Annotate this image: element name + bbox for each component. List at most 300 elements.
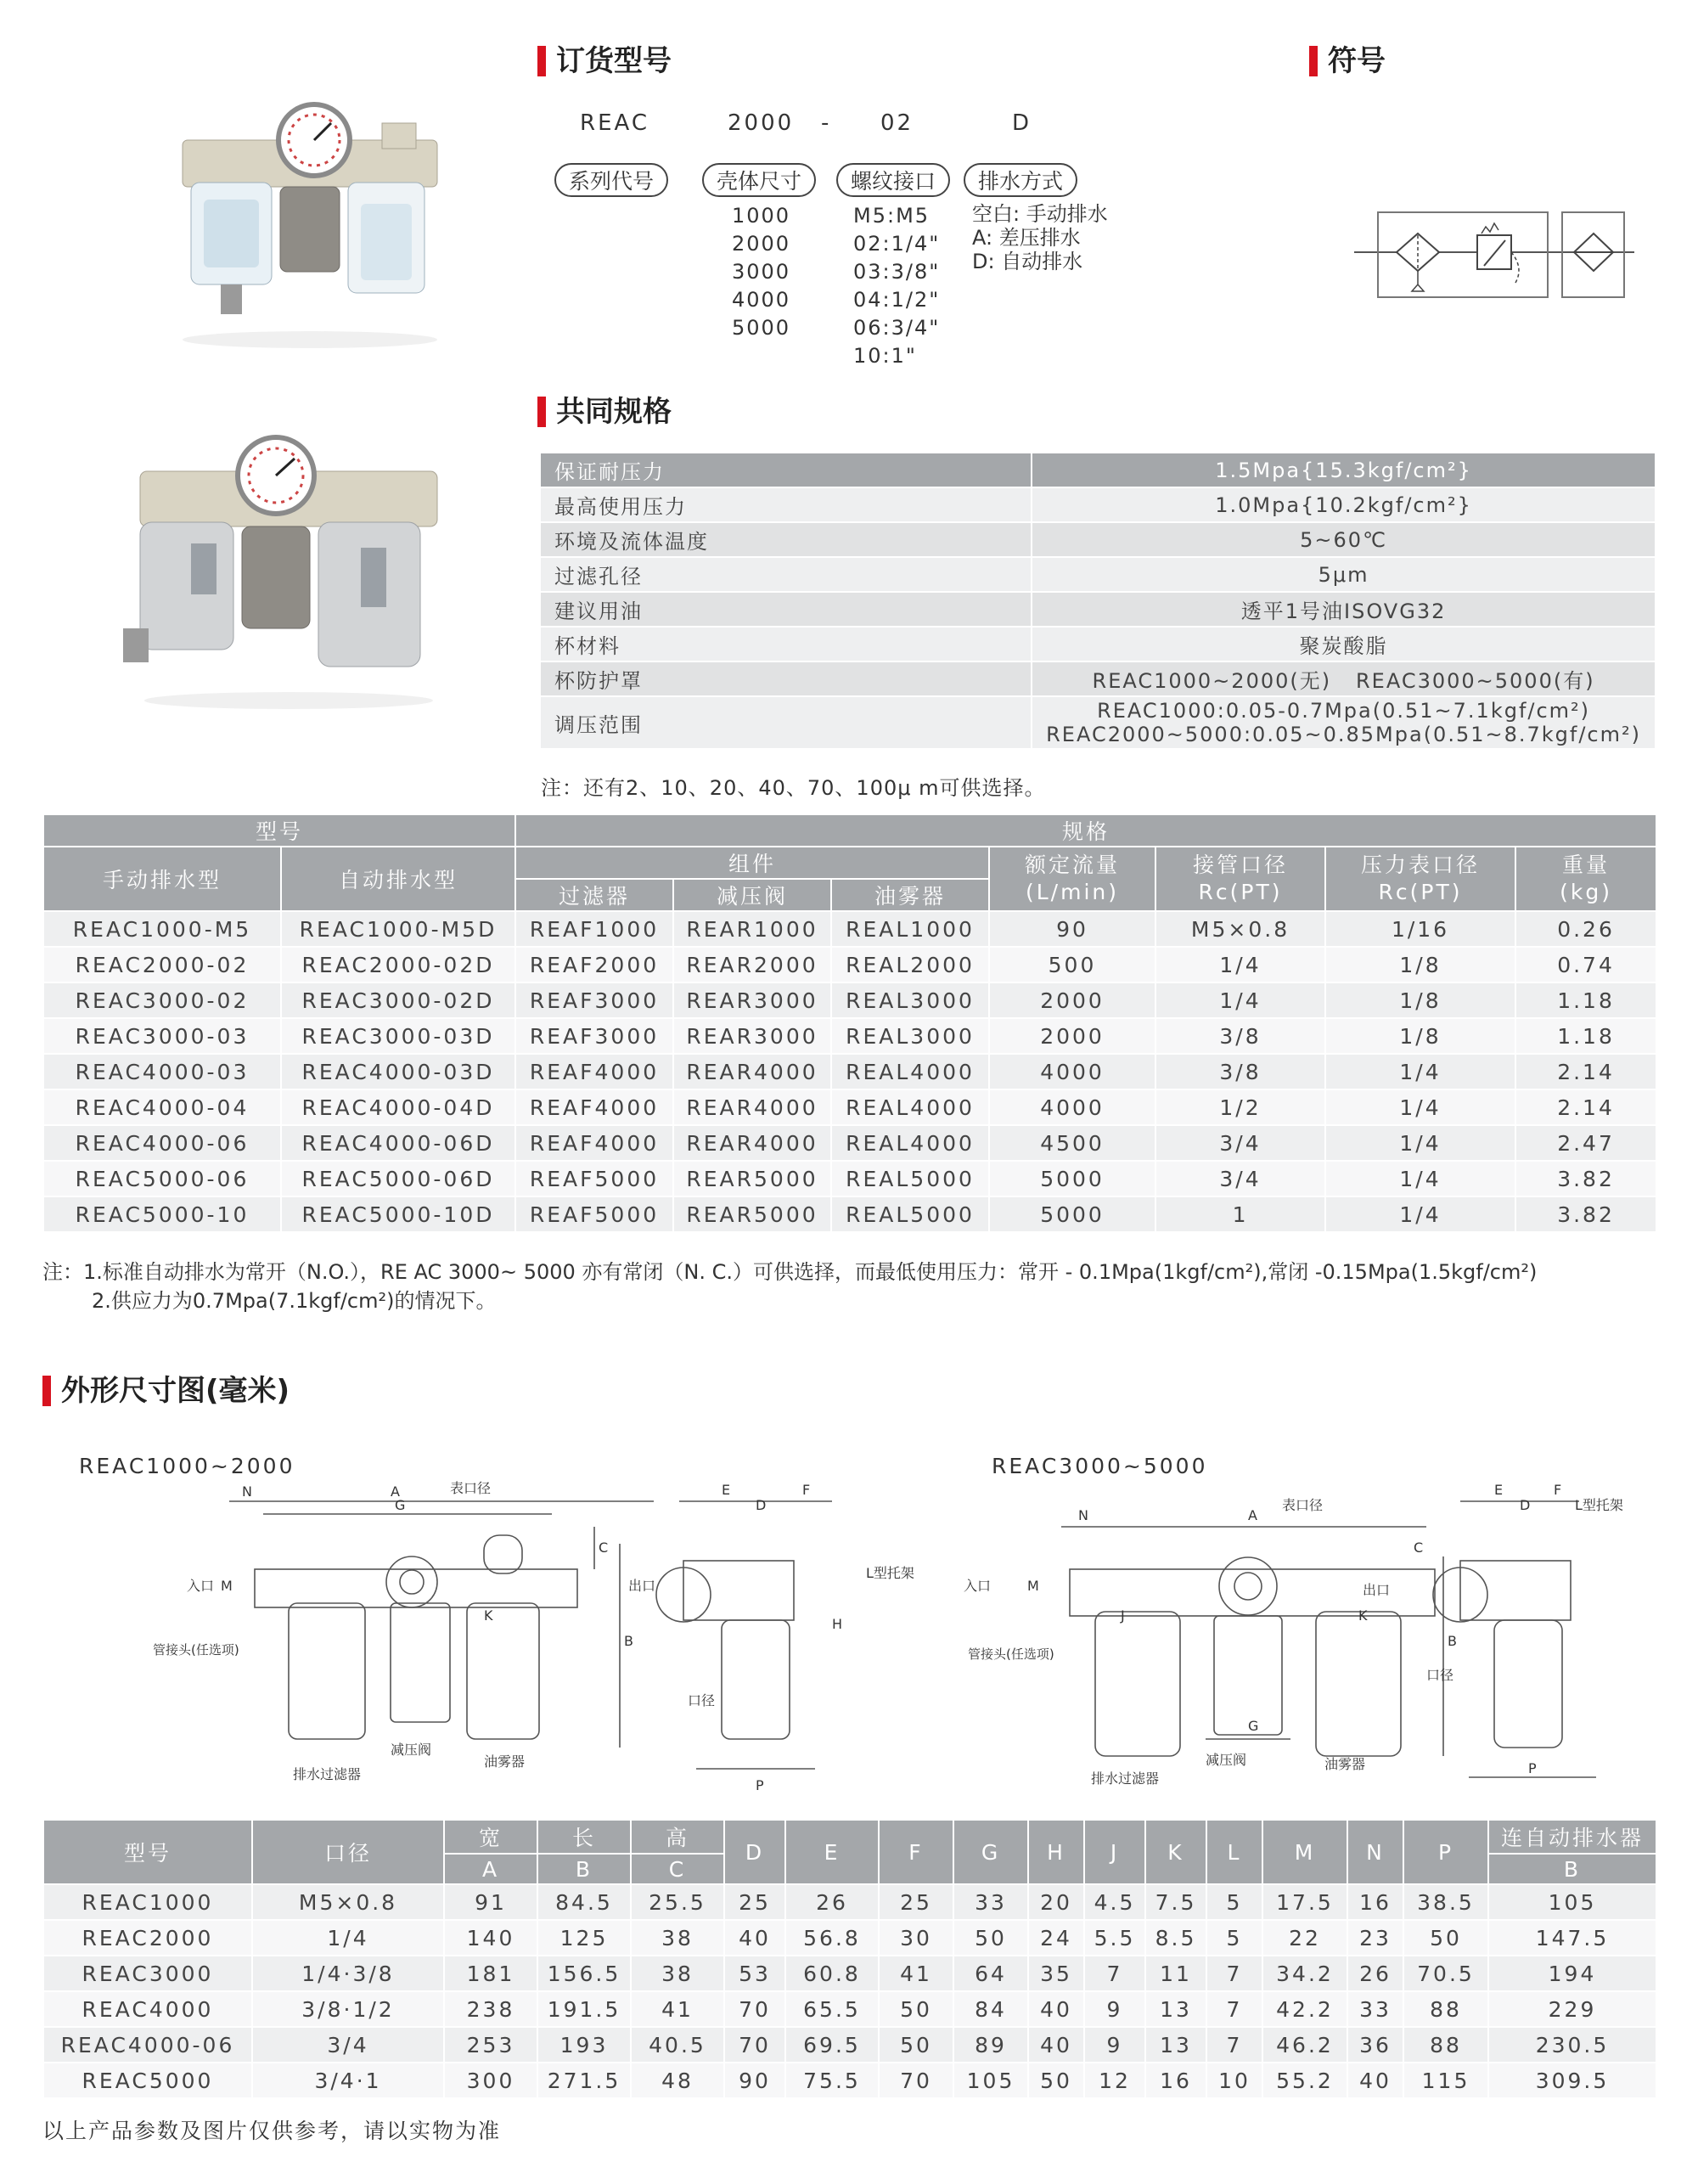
dwg-text: P	[756, 1777, 764, 1793]
table-cell: REAC3000-03	[43, 1018, 281, 1054]
table-cell: 194	[1488, 1956, 1656, 1991]
table-row	[540, 661, 1656, 696]
dim-header-model: 型号	[43, 1820, 252, 1884]
table-cell: REAF5000	[515, 1161, 673, 1196]
table-cell: 25.5	[631, 1884, 724, 1920]
thread-item: 06:3/4"	[853, 316, 941, 340]
header-weight-label: 重量	[1562, 853, 1611, 877]
model-table-body	[43, 911, 1656, 1232]
table-cell: REAC3000-02D	[281, 982, 515, 1018]
table-cell: 5000	[989, 1196, 1155, 1232]
table-cell: 7	[1206, 2027, 1262, 2063]
header-weight	[1515, 847, 1656, 911]
header-gauge	[1325, 847, 1515, 911]
table-cell: 191.5	[537, 1991, 631, 2027]
table-row	[43, 1018, 1656, 1054]
dwg-text: 排水过滤器	[1091, 1770, 1160, 1787]
table-cell: 300	[444, 2063, 537, 2098]
dwg-text: 入口	[187, 1578, 215, 1594]
dwg-text: 入口	[964, 1578, 992, 1594]
table-cell: 69.5	[785, 2027, 879, 2063]
table-cell: M5×0.8	[252, 1884, 444, 1920]
dim-header-N: N	[1347, 1820, 1403, 1884]
table-cell: 1/4	[1325, 1196, 1515, 1232]
table-cell: 3/8	[1155, 1054, 1325, 1089]
table-cell: 2.14	[1515, 1089, 1656, 1125]
table-cell: 193	[537, 2027, 631, 2063]
table-cell: 65.5	[785, 1991, 879, 2027]
header-manual: 手动排水型	[43, 847, 281, 911]
dwg-text: 油雾器	[484, 1753, 526, 1770]
header-row	[43, 1820, 1656, 1854]
common-note: 注：还有2、10、20、40、70、100μ m可供选择。	[541, 776, 1046, 800]
code-drain: D	[1012, 110, 1032, 136]
dwg-text: M	[221, 1578, 233, 1594]
table-cell: 9	[1084, 1991, 1145, 2027]
table-cell: 38	[631, 1956, 724, 1991]
spec-value-line: REAC2000~5000:0.05~0.85Mpa(0.51~8.7kgf/cm²)	[1046, 723, 1641, 746]
table-cell: 1/4	[1155, 947, 1325, 982]
symbol-title: 符号	[1309, 44, 1386, 78]
dwg-text: E	[1494, 1482, 1504, 1498]
table-cell: 8.5	[1145, 1920, 1206, 1956]
dwg-text: G	[1248, 1718, 1259, 1734]
header-regulator: 减压阀	[673, 879, 831, 911]
dwg-text: B	[1448, 1633, 1457, 1649]
table-cell: 500	[989, 947, 1155, 982]
table-cell: 26	[1347, 1956, 1403, 1991]
table-cell: REAR5000	[673, 1161, 831, 1196]
drawing-label-right: REAC3000~5000	[992, 1454, 1208, 1478]
table-cell: 5.5	[1084, 1920, 1145, 1956]
table-row	[43, 1956, 1656, 1991]
spec-key: 过滤孔径	[540, 557, 1032, 592]
dim-header-auto-B: B	[1488, 1854, 1656, 1884]
thread-item: 03:3/8"	[853, 260, 941, 284]
header-flow-unit: (L/min)	[1026, 880, 1120, 904]
spec-value: 5~60℃	[1032, 522, 1656, 557]
table-cell: 40.5	[631, 2027, 724, 2063]
dim-header-A: A	[444, 1854, 537, 1884]
table-cell: REAL5000	[831, 1161, 989, 1196]
size-item: 4000	[732, 288, 791, 312]
table-cell: 3/4	[1155, 1161, 1325, 1196]
table-cell: 56.8	[785, 1920, 879, 1956]
dim-header-height: 高	[631, 1820, 724, 1854]
spec-key: 调压范围	[540, 696, 1032, 749]
table-cell: 60.8	[785, 1956, 879, 1991]
footer-disclaimer: 以上产品参数及图片仅供参考，请以实物为准	[42, 2119, 502, 2143]
table-cell: 41	[879, 1956, 953, 1991]
table-cell: 88	[1403, 2027, 1488, 2063]
table-cell: 42.2	[1262, 1991, 1347, 2027]
table-cell: 3/4	[252, 2027, 444, 2063]
dim-header-M: M	[1262, 1820, 1347, 1884]
dwg-text: C	[1414, 1539, 1424, 1556]
table-cell: 1.18	[1515, 1018, 1656, 1054]
dim-header-D: D	[724, 1820, 785, 1884]
dim-header-port: 口径	[252, 1820, 444, 1884]
dwg-text: F	[802, 1482, 811, 1498]
table-cell: 50	[1403, 1920, 1488, 1956]
table-cell: REAL2000	[831, 947, 989, 982]
table-cell: 16	[1145, 2063, 1206, 2098]
table-cell: 38.5	[1403, 1884, 1488, 1920]
table-cell: 38	[631, 1920, 724, 1956]
table-cell: 70	[724, 1991, 785, 2027]
header-model: 型号	[43, 814, 515, 847]
dim-header-H: H	[1028, 1820, 1084, 1884]
table-cell: 1/2	[1155, 1089, 1325, 1125]
table-cell: 24	[1028, 1920, 1084, 1956]
dwg-text: N	[242, 1483, 252, 1500]
table-cell: 25	[724, 1884, 785, 1920]
table-cell: 4500	[989, 1125, 1155, 1161]
table-cell: REAF4000	[515, 1054, 673, 1089]
table-cell: REAC4000-04	[43, 1089, 281, 1125]
table-cell: REAC4000	[43, 1991, 252, 2027]
size-item: 1000	[732, 204, 791, 228]
table-cell: REAR4000	[673, 1125, 831, 1161]
table-cell: 7.5	[1145, 1884, 1206, 1920]
table-cell: REAC2000-02D	[281, 947, 515, 982]
dwg-text: L型托架	[866, 1565, 914, 1581]
table-row	[540, 696, 1656, 749]
table-cell: REAC5000	[43, 2063, 252, 2098]
table-cell: REAL1000	[831, 911, 989, 947]
dwg-text: D	[1520, 1497, 1531, 1513]
common-title: 共同规格	[537, 395, 672, 429]
size-list	[732, 202, 790, 342]
order-title: 订货型号	[537, 44, 672, 78]
table-cell: REAF5000	[515, 1196, 673, 1232]
table-cell: 181	[444, 1956, 537, 1991]
dwg-text: 排水过滤器	[293, 1766, 362, 1782]
table-cell: REAC4000-06	[43, 1125, 281, 1161]
dwg-text: M	[1027, 1578, 1039, 1594]
table-cell: 40	[724, 1920, 785, 1956]
dims-title: 外形尺寸图(毫米)	[42, 1374, 290, 1408]
table-cell: 5000	[989, 1161, 1155, 1196]
table-row	[540, 592, 1656, 627]
table-cell: REAL3000	[831, 1018, 989, 1054]
table-cell: 0.74	[1515, 947, 1656, 982]
dwg-text: B	[624, 1633, 633, 1649]
table-cell: 1/4	[1325, 1125, 1515, 1161]
spec-key: 杯防护罩	[540, 661, 1032, 696]
table-cell: 3/4·1	[252, 2063, 444, 2098]
table-row	[540, 522, 1656, 557]
table-cell: 0.26	[1515, 911, 1656, 947]
table-cell: REAL5000	[831, 1196, 989, 1232]
table-cell: 34.2	[1262, 1956, 1347, 1991]
table-cell: 3/4	[1155, 1125, 1325, 1161]
table-cell: 4.5	[1084, 1884, 1145, 1920]
table-cell: 9	[1084, 2027, 1145, 2063]
table-cell: 55.2	[1262, 2063, 1347, 2098]
table-cell: REAR4000	[673, 1054, 831, 1089]
table-cell: 11	[1145, 1956, 1206, 1991]
table-cell: REAL4000	[831, 1089, 989, 1125]
dimension-drawing-small	[144, 1476, 914, 1798]
table-cell: 2.47	[1515, 1125, 1656, 1161]
drain-item: D: 自动排水	[972, 250, 1083, 273]
pneumatic-symbol	[1354, 208, 1634, 301]
table-row	[43, 947, 1656, 982]
dwg-text: P	[1528, 1760, 1537, 1776]
table-cell: 7	[1084, 1956, 1145, 1991]
table-cell: REAF4000	[515, 1089, 673, 1125]
table-cell: REAC2000	[43, 1920, 252, 1956]
table-cell: 125	[537, 1920, 631, 1956]
table-cell: 3/8·1/2	[252, 1991, 444, 2027]
header-weight-unit: (kg)	[1560, 880, 1612, 904]
table-cell: 4000	[989, 1054, 1155, 1089]
dwg-text: J	[1121, 1607, 1125, 1624]
dwg-text: G	[395, 1497, 406, 1513]
table-row	[540, 627, 1656, 661]
spec-value: 1.5Mpa{15.3kgf/cm²}	[1032, 453, 1656, 487]
size-item: 3000	[732, 260, 791, 284]
table-cell: 140	[444, 1920, 537, 1956]
table-cell: 70	[879, 2063, 953, 2098]
table-cell: 1/4·3/8	[252, 1956, 444, 1991]
table-cell: 1/8	[1325, 1018, 1515, 1054]
table-cell: 1	[1155, 1196, 1325, 1232]
header-row	[43, 814, 1656, 847]
header-filter: 过滤器	[515, 879, 673, 911]
table-cell: 90	[989, 911, 1155, 947]
product-photo-bottom	[106, 433, 471, 713]
table-cell: 46.2	[1262, 2027, 1347, 2063]
spec-value: 1.0Mpa{10.2kgf/cm²}	[1032, 487, 1656, 522]
spec-key: 杯材料	[540, 627, 1032, 661]
table-cell: 1/8	[1325, 982, 1515, 1018]
table-cell: 309.5	[1488, 2063, 1656, 2098]
spec-value: REAC1000~2000(无) REAC3000~5000(有)	[1032, 661, 1656, 696]
table-cell: REAF2000	[515, 947, 673, 982]
dim-header-G: G	[953, 1820, 1028, 1884]
table-cell: 30	[879, 1920, 953, 1956]
table-cell: 35	[1028, 1956, 1084, 1991]
dwg-text: L型托架	[1575, 1497, 1623, 1513]
table-cell: 16	[1347, 1884, 1403, 1920]
dwg-text: N	[1078, 1507, 1088, 1523]
table-cell: 50	[879, 1991, 953, 2027]
thread-item: 04:1/2"	[853, 288, 941, 312]
table-cell: 26	[785, 1884, 879, 1920]
model-note-2: 2.供应力为0.7Mpa(7.1kgf/cm²)的情况下。	[92, 1289, 497, 1313]
table-cell: REAC5000-06D	[281, 1161, 515, 1196]
table-row	[43, 911, 1656, 947]
table-cell: REAL3000	[831, 982, 989, 1018]
table-cell: 238	[444, 1991, 537, 2027]
common-spec-table	[539, 452, 1656, 750]
table-cell: 1/4	[1325, 1054, 1515, 1089]
header-port-label: 接管口径	[1193, 853, 1289, 877]
header-flow	[989, 847, 1155, 911]
table-cell: REAC3000-02	[43, 982, 281, 1018]
model-spec-table	[42, 813, 1657, 1233]
spec-value-line: REAC1000:0.05-0.7Mpa(0.51~7.1kgf/cm²)	[1097, 699, 1591, 723]
thread-item: 02:1/4"	[853, 232, 941, 256]
dwg-text: K	[1358, 1607, 1368, 1624]
dimension-table-body	[43, 1884, 1656, 2098]
dimension-table	[42, 1819, 1657, 2099]
table-cell: 115	[1403, 2063, 1488, 2098]
table-cell: 105	[1488, 1884, 1656, 1920]
table-cell: 5	[1206, 1884, 1262, 1920]
table-row	[43, 1884, 1656, 1920]
spec-value	[1032, 696, 1656, 749]
table-cell: 17.5	[1262, 1884, 1347, 1920]
dim-header-K: K	[1145, 1820, 1206, 1884]
table-cell: 7	[1206, 1956, 1262, 1991]
table-row	[43, 1920, 1656, 1956]
table-cell: 40	[1028, 1991, 1084, 2027]
dwg-text: 表口径	[450, 1480, 492, 1496]
table-cell: REAC4000-04D	[281, 1089, 515, 1125]
dwg-text: 减压阀	[391, 1742, 432, 1758]
table-cell: 40	[1347, 2063, 1403, 2098]
dim-header-length: 长	[537, 1820, 631, 1854]
dwg-text: A	[1248, 1507, 1257, 1523]
spec-value: 聚炭酸脂	[1032, 627, 1656, 661]
drawing-label-left: REAC1000~2000	[79, 1454, 295, 1478]
table-cell: 13	[1145, 1991, 1206, 2027]
table-cell: M5×0.8	[1155, 911, 1325, 947]
dwg-text: H	[832, 1616, 843, 1632]
table-row	[43, 1161, 1656, 1196]
model-note-1: 注：1.标准自动排水为常开（N.O.），RE AC 3000~ 5000 亦有常闭（N. C.）可供选择，而最低使用压力：常开 - 0.1Mpa(1kgf/cm²),常闭 -0.15Mpa(1.5kgf/cm²)	[42, 1260, 1538, 1284]
header-spec: 规格	[515, 814, 1656, 847]
table-cell: REAR4000	[673, 1089, 831, 1125]
dim-header-B: B	[537, 1854, 631, 1884]
dim-header-width: 宽	[444, 1820, 537, 1854]
table-cell: 2000	[989, 1018, 1155, 1054]
drain-list	[972, 202, 1108, 273]
label-drain: 排水方式	[964, 163, 1077, 197]
dwg-text: E	[722, 1482, 731, 1498]
table-cell: 33	[953, 1884, 1028, 1920]
code-series: REAC	[580, 110, 649, 136]
header-port-unit: Rc(PT)	[1198, 880, 1283, 904]
table-cell: REAC5000-10D	[281, 1196, 515, 1232]
dimension-drawing-large	[951, 1476, 1664, 1798]
table-cell: 1/4	[1325, 1089, 1515, 1125]
table-cell: 84.5	[537, 1884, 631, 1920]
drain-item: 空白: 手动排水	[972, 202, 1108, 226]
table-cell: 7	[1206, 1991, 1262, 2027]
label-thread: 螺纹接口	[836, 163, 950, 197]
spec-key: 最高使用压力	[540, 487, 1032, 522]
header-gauge-label: 压力表口径	[1361, 853, 1481, 877]
code-dash: -	[821, 110, 832, 136]
spec-value: 透平1号油ISOVG32	[1032, 592, 1656, 627]
table-cell: 25	[879, 1884, 953, 1920]
dwg-text: K	[484, 1607, 493, 1624]
table-row	[43, 1125, 1656, 1161]
table-cell: 48	[631, 2063, 724, 2098]
table-cell: 12	[1084, 2063, 1145, 2098]
dwg-text: 出口	[628, 1578, 656, 1594]
dwg-text: 管接头(任选项)	[968, 1646, 1054, 1662]
table-cell: 20	[1028, 1884, 1084, 1920]
table-cell: 64	[953, 1956, 1028, 1991]
header-port	[1155, 847, 1325, 911]
table-cell: REAC5000-06	[43, 1161, 281, 1196]
table-cell: 89	[953, 2027, 1028, 2063]
table-cell: 1/16	[1325, 911, 1515, 947]
dwg-text: 出口	[1363, 1582, 1391, 1598]
size-item: 2000	[732, 232, 791, 256]
table-cell: 36	[1347, 2027, 1403, 2063]
table-cell: 3.82	[1515, 1161, 1656, 1196]
thread-item: M5:M5	[853, 204, 931, 228]
table-cell: 23	[1347, 1920, 1403, 1956]
table-row	[43, 2027, 1656, 2063]
table-cell: 4000	[989, 1089, 1155, 1125]
table-cell: 2.14	[1515, 1054, 1656, 1089]
dwg-text: D	[756, 1497, 767, 1513]
dim-header-C: C	[631, 1854, 724, 1884]
header-parts: 组件	[515, 847, 989, 879]
spec-key: 建议用油	[540, 592, 1032, 627]
spec-key: 保证耐压力	[540, 453, 1032, 487]
table-cell: REAF3000	[515, 1018, 673, 1054]
table-cell: REAL4000	[831, 1125, 989, 1161]
size-item: 5000	[732, 316, 791, 340]
table-cell: REAF4000	[515, 1125, 673, 1161]
dwg-text: A	[391, 1483, 400, 1500]
table-cell: 75.5	[785, 2063, 879, 2098]
table-row	[43, 1196, 1656, 1232]
table-cell: 70.5	[1403, 1956, 1488, 1991]
table-cell: 50	[953, 1920, 1028, 1956]
dwg-text: 口径	[1426, 1667, 1454, 1683]
dim-header-J: J	[1084, 1820, 1145, 1884]
dim-header-P: P	[1403, 1820, 1488, 1884]
spec-key: 环境及流体温度	[540, 522, 1032, 557]
table-cell: 91	[444, 1884, 537, 1920]
table-cell: REAC2000-02	[43, 947, 281, 982]
table-cell: 22	[1262, 1920, 1347, 1956]
table-row	[540, 487, 1656, 522]
table-cell: REAR3000	[673, 982, 831, 1018]
table-cell: 253	[444, 2027, 537, 2063]
table-cell: 1/4	[1325, 1161, 1515, 1196]
dwg-text: 减压阀	[1206, 1752, 1247, 1768]
table-cell: REAR1000	[673, 911, 831, 947]
header-lubricator: 油雾器	[831, 879, 989, 911]
table-cell: 53	[724, 1956, 785, 1991]
dim-header-F: F	[879, 1820, 953, 1884]
table-cell: 147.5	[1488, 1920, 1656, 1956]
table-cell: 1/4	[1155, 982, 1325, 1018]
dwg-text: F	[1554, 1482, 1562, 1498]
table-row	[540, 453, 1656, 487]
thread-list	[853, 202, 940, 370]
product-photo-top	[157, 102, 458, 357]
table-cell: 156.5	[537, 1956, 631, 1991]
table-cell: 1.18	[1515, 982, 1656, 1018]
table-row	[43, 1991, 1656, 2027]
table-cell: 1/4	[252, 1920, 444, 1956]
table-cell: REAF3000	[515, 982, 673, 1018]
table-cell: REAC3000-03D	[281, 1018, 515, 1054]
table-row	[43, 982, 1656, 1018]
dwg-text: 表口径	[1282, 1497, 1324, 1513]
